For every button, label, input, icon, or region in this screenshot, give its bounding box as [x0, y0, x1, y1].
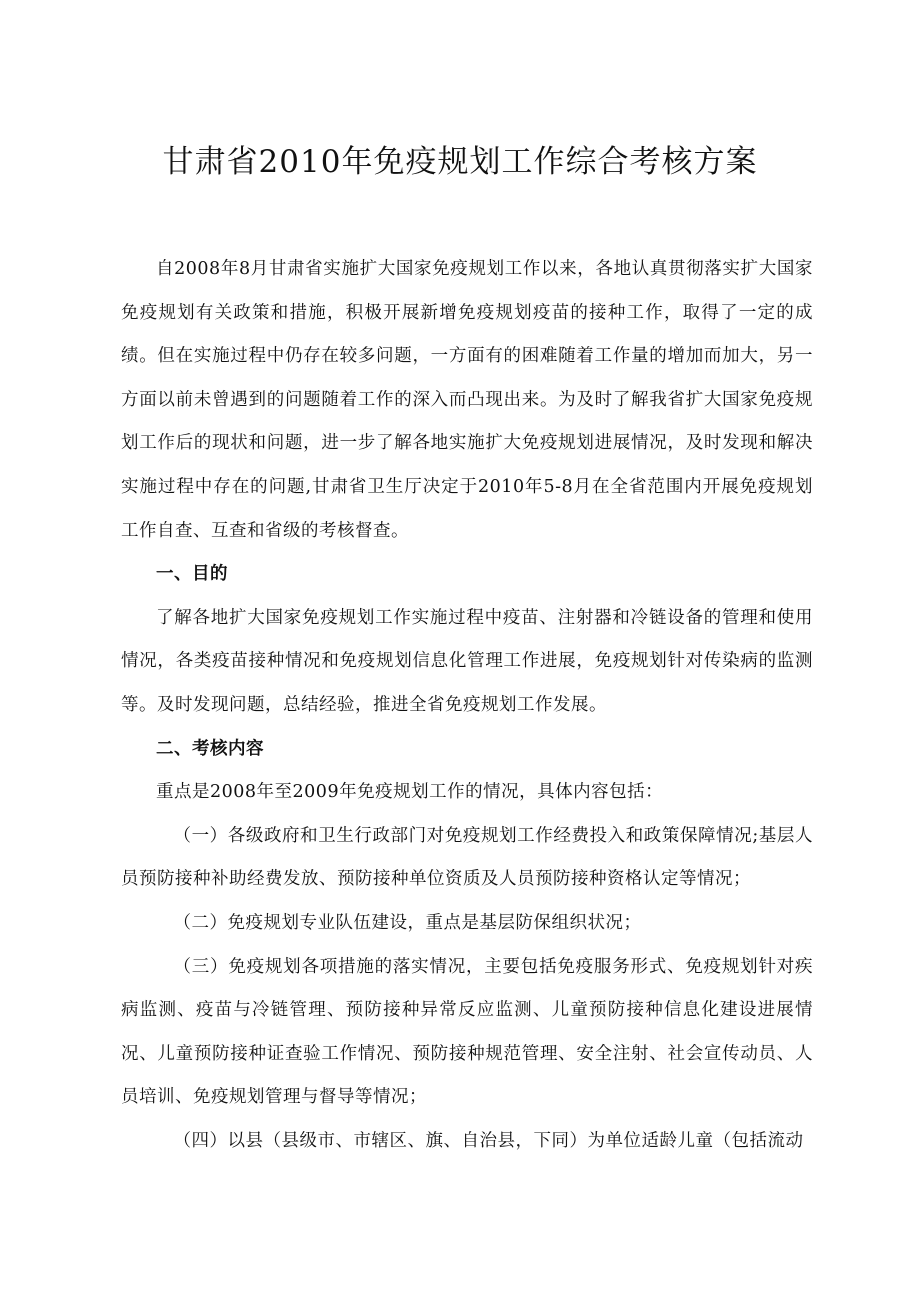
- content-lead-paragraph: 重点是2008年至2009年免疫规划工作的情况，具体内容包括：: [156, 782, 664, 803]
- document-title: 甘肃省2010年免疫规划工作综合考核方案: [162, 144, 758, 180]
- content-item-4: （四）以县（县级市、市辖区、旗、自治县，下同）为单位适龄儿童（包括流动: [173, 1130, 804, 1151]
- purpose-paragraph: 了解各地扩大国家免疫规划工作实施过程中疫苗、注射器和冷链设备的管理和使用情况，各类疫苗接种情况和免疫规划信息化管理工作进展，免疫规划针对传染病的监测等。及时发现问题，总结经验，推进全省免疫规划工作发展。: [121, 607, 813, 715]
- content-item-3: （三）免疫规划各项措施的落实情况，主要包括免疫服务形式、免疫规划针对疾病监测、疫苗与冷链管理、预防接种异常反应监测、儿童预防接种信息化建设进展情况、儿童预防接种证查验工作情况、预防接种规范管理、安全注射、社会宣传动员、人员培训、免疫规划管理与督导等情况；: [121, 956, 813, 1108]
- section-heading-purpose: 一、目的: [156, 564, 228, 585]
- content-item-2: （二）免疫规划专业队伍建设，重点是基层防保组织状况；: [173, 912, 642, 933]
- content-item-1: （一）各级政府和卫生行政部门对免疫规划工作经费投入和政策保障情况;基层人员预防接种补助经费发放、预防接种单位资质及人员预防接种资格认定等情况；: [121, 825, 813, 890]
- document-body: [121, 248, 813, 1163]
- section-heading-content: 二、考核内容: [156, 738, 264, 759]
- intro-paragraph: 自2008年8月甘肃省实施扩大国家免疫规划工作以来，各地认真贯彻落实扩大国家免疫规划有关政策和措施，积极开展新增免疫规划疫苗的接种工作，取得了一定的成绩。但在实施过程中仍存在较多问题，一方面有的困难随着工作量的增加而加大，另一方面以前未曾遇到的问题随着工作的深入而凸现出来。为及时了解我省扩大国家免疫规划工作后的现状和问题，进一步了解各地实施扩大免疫规划进展情况，及时发现和解决实施过程中存在的问题,甘肃省卫生厅决定于2010年5-8月在全省范围内开展免疫规划工作自查、互查和省级的考核督查。: [121, 259, 813, 541]
